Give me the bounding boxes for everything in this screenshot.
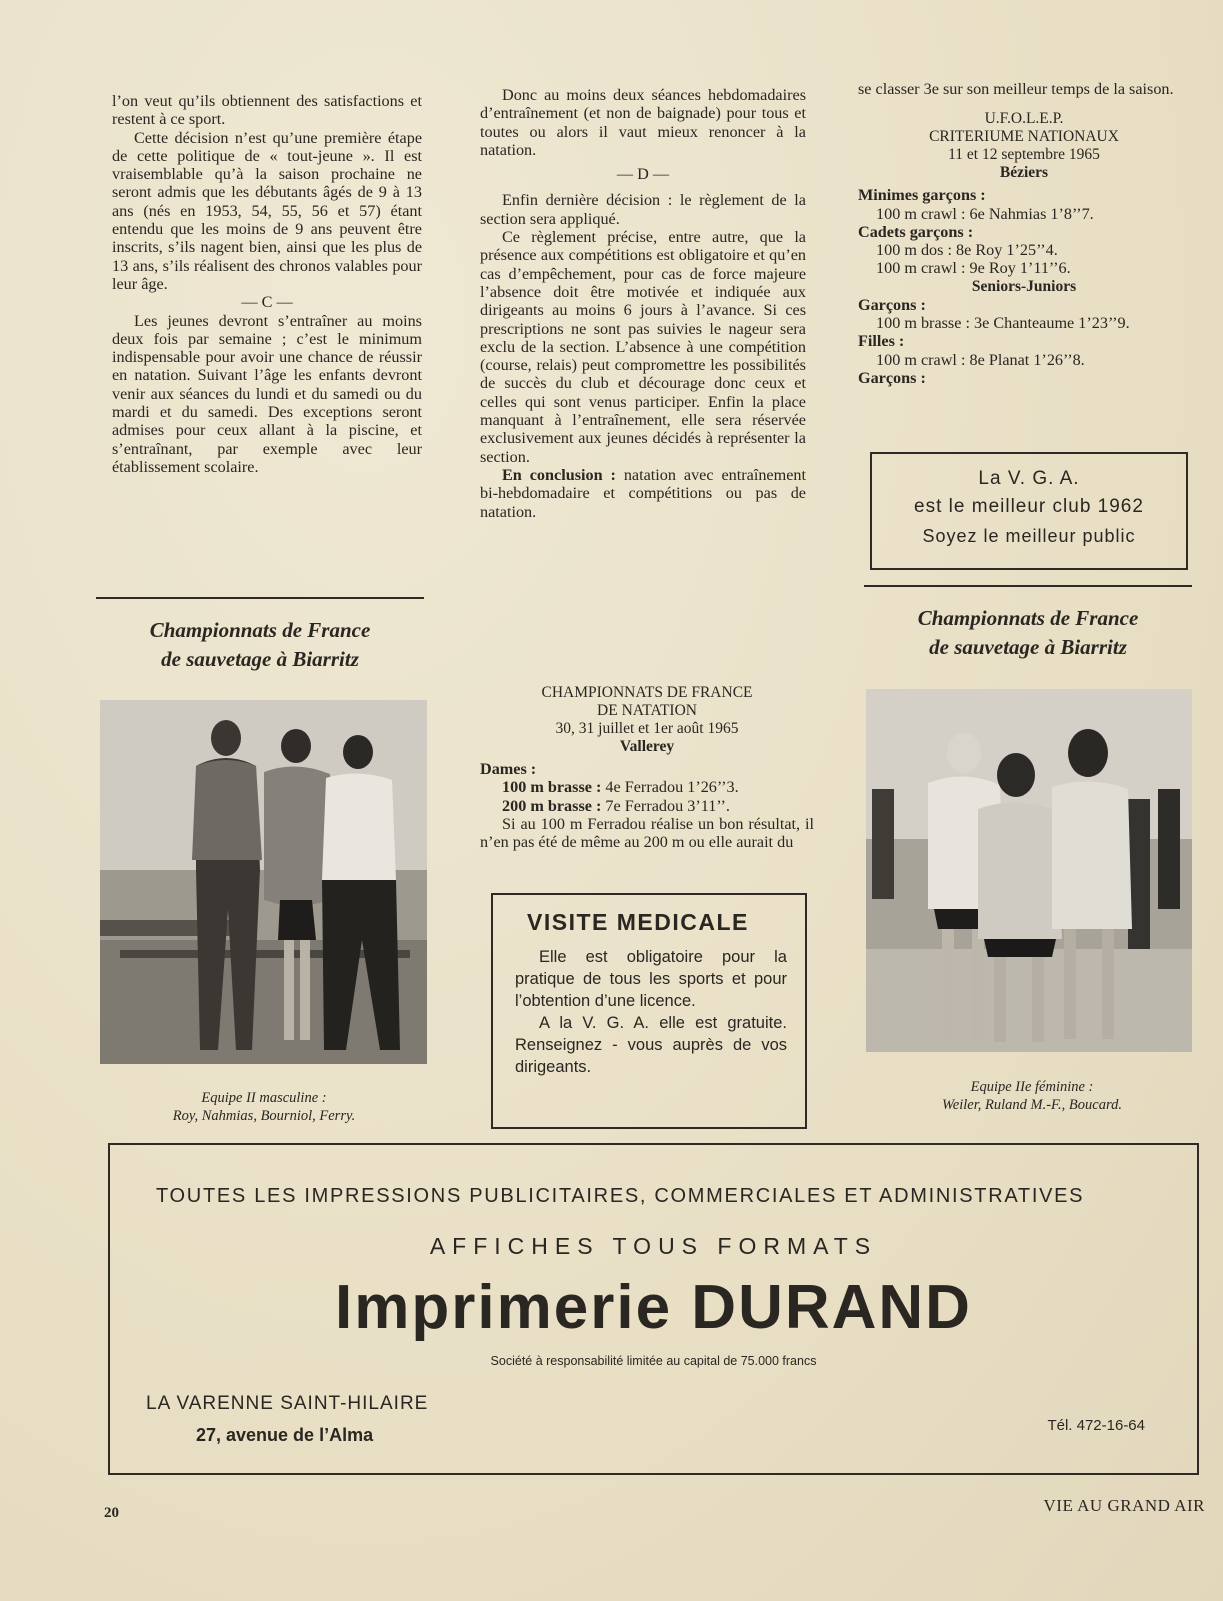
result-100m-brasse: 100 m brasse : 4e Ferradou 1’26’’3. (502, 778, 739, 797)
visite-medicale-box (491, 893, 807, 1129)
column-1 (112, 92, 422, 476)
visite-medicale-text-1: Elle est obligatoire pour la pratique de tous les sports et pour l’obtention d’une licence. (515, 948, 787, 1010)
result-200m-brasse: 200 m brasse : 7e Ferradou 3’11’’. (502, 796, 730, 815)
ad-brand: Imprimerie DURAND (335, 1273, 972, 1342)
cadets-result-1: 100 m dos : 8e Roy 1’25’’4. (876, 241, 1058, 260)
photo-men-team (100, 700, 427, 1064)
criterium-city: Béziers (999, 164, 1049, 182)
photo-women-team-image (866, 689, 1192, 1052)
visite-medicale-text-2: A la V. G. A. elle est gratuite. Renseignez - vous auprès de vos dirigeants. (515, 1014, 787, 1076)
garcons-result: 100 m brasse : 3e Chanteaume 1’23’’9. (876, 314, 1130, 333)
vga-line-1: La V. G. A. (978, 468, 1080, 489)
col3-heading: Championnats de France de sauvetage à Biarritz (917, 606, 1139, 659)
seniors-juniors-label: Seniors-Juniors (971, 277, 1077, 295)
col3-photo-caption: Equipe IIe féminine : Weiler, Ruland M.-F., Boucard. (942, 1079, 1122, 1113)
col2-conclusion: En conclusion : natation avec entraînement bi-hebdomadaire et compétitions ou pas de natation. (480, 465, 806, 521)
visite-medicale-title: VISITE MEDICALE (527, 909, 749, 935)
filles-result: 100 m crawl : 8e Planat 1’26’’8. (876, 350, 1085, 369)
col2-paragraph-2: Enfin dernière décision : le règlement de la section sera appliqué. (480, 191, 806, 228)
cadets-result-2: 100 m crawl : 9e Roy 1’11’’6. (876, 259, 1071, 278)
section-d-marker: — D — (616, 165, 670, 184)
ad-telephone: Tél. 472-16-64 (1047, 1417, 1145, 1434)
section-c-marker: — C — (241, 293, 293, 312)
col1-heading: Championnats de France de sauvetage à Biarritz (149, 618, 371, 671)
criterium-title: CRITERIUME NATIONAUX (929, 128, 1119, 146)
minimes-label: Minimes garçons : (858, 186, 986, 205)
column-2-championship (480, 684, 814, 851)
filles-label: Filles : (858, 332, 905, 351)
col1-paragraph-2: Cette décision n’est qu’une première étape de cette politique de « tout-jeune ». Il est vraisemblable qu’à la saison prochaine ne seront admis que les débutants âgés de 9 à 13 ans (nés en 1953, 54, 55, 56 et 57) étant entendu que les moins de 9 ans peuvent être inscrits, s’ils nagent bien, ainsi que les plus de 13 ans, s’ils réalisent des chronos valables pour leur âge. (112, 128, 422, 293)
cadets-label: Cadets garçons : (858, 222, 974, 241)
garcons-label-2: Garçons : (858, 368, 926, 387)
vga-line-2: est le meilleur club 1962 (914, 496, 1144, 517)
col2-paragraph-1: Donc au moins deux séances hebdomadaires d’entraînement (et non de baignade) pour tous et toutes ou alors il vaut mieux renoncer à la natation. (480, 86, 806, 159)
column-3 (858, 80, 1190, 387)
garcons-label: Garçons : (858, 295, 926, 314)
ad-address-2: 27, avenue de l’Alma (196, 1425, 374, 1445)
ad-line-1: TOUTES LES IMPRESSIONS PUBLICITAIRES, COMMERCIALES ET ADMINISTRATIVES (156, 1185, 1085, 1207)
photo-women-team (866, 689, 1192, 1052)
ad-line-2: AFFICHES TOUS FORMATS (429, 1233, 878, 1259)
dames-label: Dames : (480, 760, 537, 778)
column-2 (480, 86, 806, 521)
vga-line-3: Soyez le meilleur public (922, 526, 1136, 546)
col1-paragraph-3: Les jeunes devront s’entraîner au moins deux fois par semaine ; c’est le minimum indispensable pour avoir une chance de réussir en natation. Suivant l’âge les enfants devront venir aux séances du lundi et du samedi ou du mardi et du samedi. Des exceptions seront admises pour ceux allant à la piscine, et s’entraînant, par exemple avec leur établissement scolaire. (112, 311, 422, 476)
championship-title-1: CHAMPIONNATS DE FRANCE (541, 684, 753, 701)
minimes-result: 100 m crawl : 6e Nahmias 1’8’’7. (876, 204, 1094, 223)
photo-men-team-image (100, 700, 427, 1064)
col2-paragraph-3: Ce règlement précise, entre autre, que la présence aux compétitions est obligatoire et qu’en cas d’empêchement, pour cas de force majeure l’absence doit être motivée et indiquée aux dirigeants au moins 6 jours à l’avance. Si ces prescriptions ne sont pas suivies le nageur sera exclu de la section. L’absence à une compétition (course, relais) peut compromettre les possibilités de succès du club et décourage donc ceux et celles qui sont venus participer. Enfin la place manquant à l’entraînement, elle sera réservée exclusivement aux jeunes décidés à représenter la section. (480, 228, 806, 466)
championship-place: Vallerey (619, 738, 675, 755)
col1-paragraph-1: l’on veut qu’ils obtiennent des satisfactions et restent à ce sport. (112, 92, 422, 129)
col1-divider (96, 597, 424, 599)
criterium-dates: 11 et 12 septembre 1965 (948, 146, 1100, 164)
vga-box (870, 452, 1188, 570)
printer-advertisement (108, 1143, 1199, 1475)
col2-paragraph-4: Si au 100 m Ferradou réalise un bon résultat, il n’en pas été de même au 200 m ou elle aurait du (480, 814, 814, 852)
ufolep-title: U.F.O.L.E.P. (984, 110, 1064, 128)
ad-address-1: LA VARENNE SAINT-HILAIRE (146, 1393, 429, 1414)
col1-photo-caption: Equipe II masculine : Roy, Nahmias, Bourniol, Ferry. (172, 1090, 356, 1124)
col3-paragraph-1: se classer 3e sur son meilleur temps de la saison. (858, 80, 1174, 98)
championship-dates: 30, 31 juillet et 1er août 1965 (555, 720, 739, 737)
championship-title-2: DE NATATION (597, 702, 697, 719)
magazine-name: VIE AU GRAND AIR (1043, 1496, 1205, 1515)
ad-subtitle: Société à responsabilité limitée au capital de 75.000 francs (490, 1354, 817, 1368)
col3-divider (864, 585, 1192, 587)
page-number: 20 (104, 1505, 119, 1521)
